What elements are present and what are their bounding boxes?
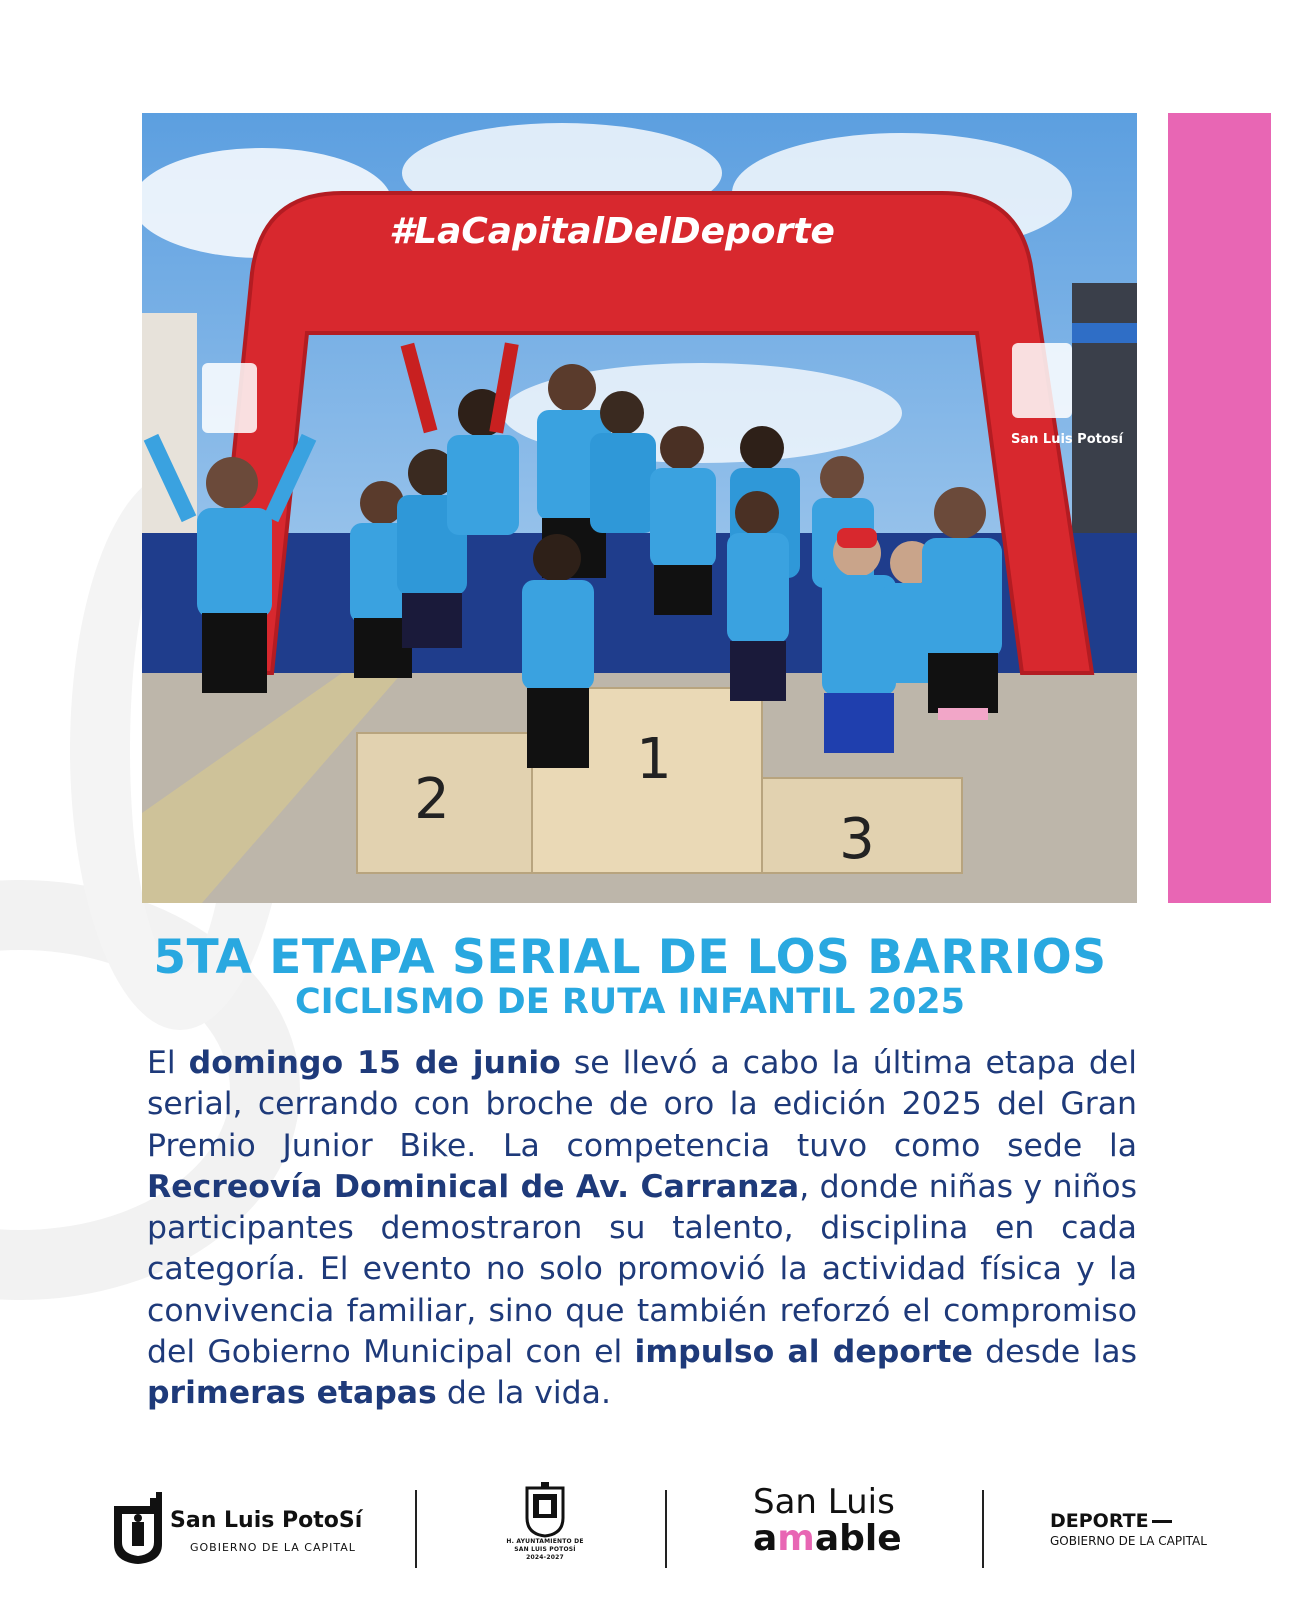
logo4-line1: [1050, 1510, 1250, 1532]
body-text-2: se llevó a cabo la última etapa del serial, cerrando con broche de oro la edición 2025 del Gran Premio Junior Bike. La competencia tuvo como sede la: [147, 1045, 1137, 1164]
arch-logo-text: San Luis Potosí: [1011, 432, 1123, 447]
body-text-1: El: [147, 1045, 189, 1081]
arch-hashtag: #LaCapitalDelDeporte: [389, 211, 835, 252]
crest-icon: [110, 1488, 166, 1566]
subheadline: CICLISMO DE RUTA INFANTIL 2025: [294, 982, 966, 1022]
footer-divider: [415, 1490, 417, 1568]
headline: 5TA ETAPA SERIAL DE LOS BARRIOS: [153, 930, 1107, 985]
heart-icon: m: [777, 1518, 815, 1559]
logo4-dash: [1152, 1520, 1172, 1523]
logo3-a: a: [753, 1518, 778, 1559]
podium-second: 2: [414, 767, 450, 832]
logo-ayuntamiento: [490, 1482, 600, 1577]
logo4-line2: GOBIERNO DE LA CAPITAL: [1050, 1534, 1207, 1548]
logo1-name: San Luis PotoSí: [170, 1508, 363, 1533]
podium-first: 1: [636, 727, 672, 792]
logo2-line2: SAN LUIS POTOSÍ: [514, 1546, 576, 1553]
body-text-5: de la vida.: [436, 1375, 611, 1412]
body-text-4: desde las: [972, 1334, 1138, 1371]
logo-san-luis-potosi: [110, 1488, 370, 1568]
footer-divider: [982, 1490, 984, 1568]
logo3-line1: San Luis: [753, 1482, 895, 1522]
logo4-title: DEPORTE: [1050, 1510, 1149, 1532]
podium-third: 3: [839, 807, 875, 872]
logo3-rest: able: [814, 1518, 902, 1559]
body-bold-venue: Recreovía Dominical de Av. Carranza: [147, 1168, 800, 1205]
body-text-3: , donde niñas y niños participantes demostraron su talento, disciplina en cada categoría. El evento no solo promovió la actividad física y la convivencia familiar, sino que también reforzó el compromiso del Gobierno Municipal con el: [147, 1168, 1137, 1371]
event-photo: [142, 113, 1137, 903]
logo2-line3: 2024-2027: [526, 1554, 564, 1561]
pink-accent-bar: [1168, 113, 1271, 903]
article-body: [147, 1043, 1137, 1415]
logo3-line2: [753, 1518, 902, 1559]
footer-logos: [0, 1480, 1307, 1590]
body-bold-impulse: impulso al deporte: [634, 1334, 973, 1371]
body-bold-stages: primeras etapas: [147, 1375, 437, 1412]
body-bold-date: domingo 15 de junio: [188, 1045, 561, 1081]
ayuntamiento-crest-icon: [523, 1482, 567, 1538]
logo-san-luis-amable: [750, 1482, 920, 1572]
logo1-subtitle: GOBIERNO DE LA CAPITAL: [190, 1541, 356, 1554]
footer-divider: [665, 1490, 667, 1568]
logo-deporte: [1050, 1510, 1250, 1560]
logo2-line1: H. AYUNTAMIENTO DE: [506, 1538, 584, 1545]
